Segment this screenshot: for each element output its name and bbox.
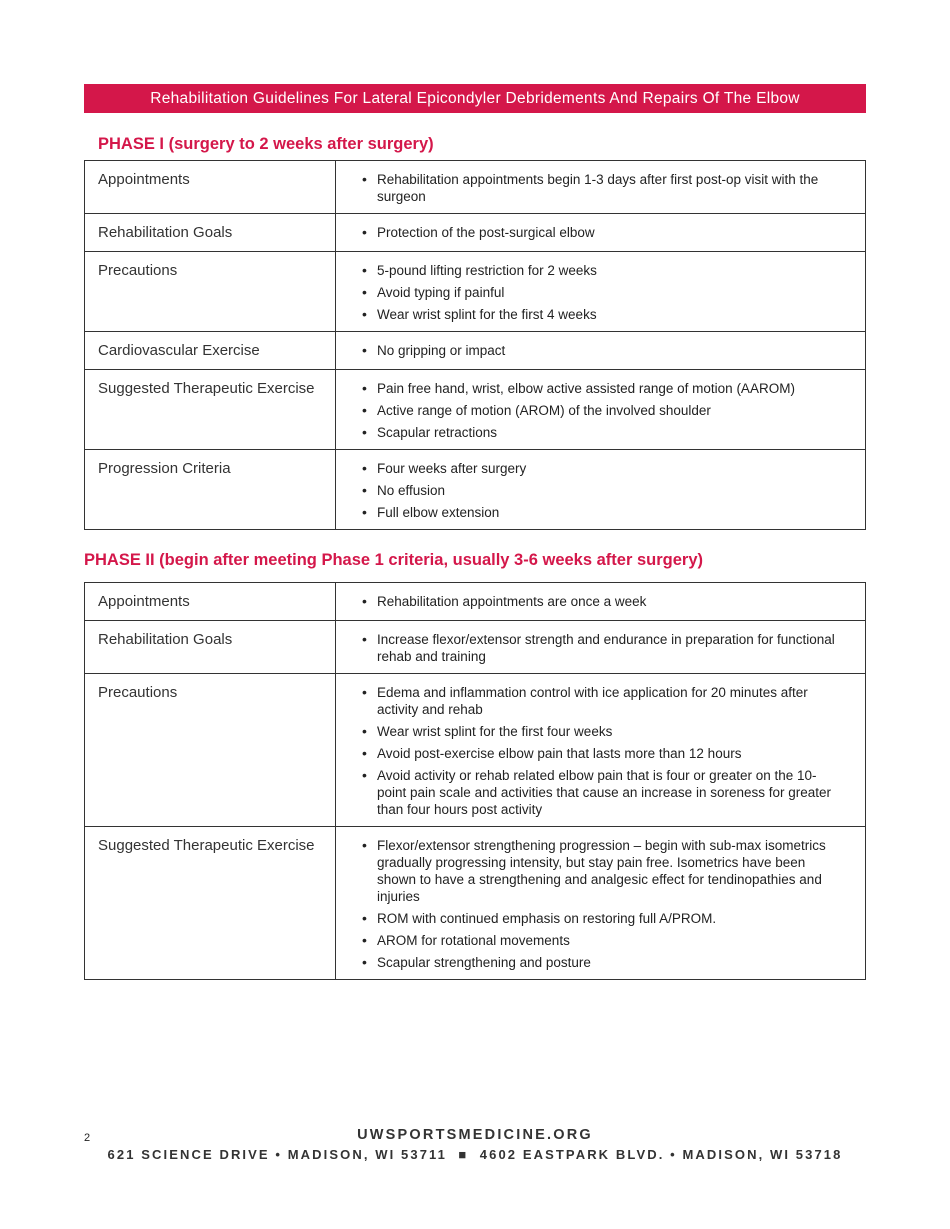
list-item: • Edema and inflammation control with ice application for 20 minutes after activity and rehab (362, 684, 845, 718)
row-label: Appointments (85, 161, 336, 214)
row-items (336, 370, 866, 450)
phase2-title: PHASE II (begin after meeting Phase 1 criteria, usually 3-6 weeks after surgery) (84, 551, 703, 569)
phase1-title: PHASE I (surgery to 2 weeks after surgery) (98, 135, 434, 153)
row-label: Precautions (85, 252, 336, 332)
list-item: • Scapular retractions (362, 424, 845, 441)
document-title: Rehabilitation Guidelines For Lateral Epicondyler Debridements And Repairs Of The Elbow (150, 89, 800, 107)
list-item: • Pain free hand, wrist, elbow active assisted range of motion (AAROM) (362, 380, 845, 397)
bullet-list (362, 593, 845, 610)
row-items (336, 252, 866, 332)
row-items (336, 827, 866, 980)
table-row (85, 450, 866, 530)
row-label: Progression Criteria (85, 450, 336, 530)
list-item: • Rehabilitation appointments begin 1-3 days after first post-op visit with the surgeon (362, 171, 845, 205)
table-row (85, 332, 866, 370)
table-row (85, 583, 866, 621)
page-number: 2 (84, 1132, 91, 1144)
row-items (336, 583, 866, 621)
table-row (85, 621, 866, 674)
list-item: • Avoid activity or rehab related elbow pain that is four or greater on the 10-point pain scale and activities that cause an increase in soreness for greater than four hours post activity (362, 767, 845, 818)
phase2-table (84, 582, 866, 980)
row-items (336, 674, 866, 827)
row-label: Rehabilitation Goals (85, 214, 336, 252)
row-label: Precautions (85, 674, 336, 827)
list-item: • Active range of motion (AROM) of the involved shoulder (362, 402, 845, 419)
footer-website: UWSPORTSMEDICINE.ORG (357, 1127, 593, 1143)
row-items (336, 161, 866, 214)
list-item: • Full elbow extension (362, 504, 845, 521)
list-item: • No gripping or impact (362, 342, 845, 359)
list-item: • AROM for rotational movements (362, 932, 845, 949)
document-header (84, 84, 866, 113)
list-item: • Wear wrist splint for the first four weeks (362, 723, 845, 740)
bullet-list (362, 342, 845, 359)
list-item: • Rehabilitation appointments are once a week (362, 593, 845, 610)
table-row (85, 161, 866, 214)
list-item: • Scapular strengthening and posture (362, 954, 845, 971)
row-label: Appointments (85, 583, 336, 621)
bullet-list (362, 380, 845, 441)
list-item: • Flexor/extensor strengthening progression – begin with sub-max isometrics gradually progressing intensity, but stay pain free. Isometrics have been shown to have a strengthening and analgesic effect for tendinopathies and injuries (362, 837, 845, 905)
list-item: • Wear wrist splint for the first 4 weeks (362, 306, 845, 323)
list-item: • ROM with continued emphasis on restoring full A/PROM. (362, 910, 845, 927)
table-row (85, 827, 866, 980)
phase1-table (84, 160, 866, 530)
bullet-list (362, 262, 845, 323)
bullet-list (362, 837, 845, 971)
row-label: Suggested Therapeutic Exercise (85, 827, 336, 980)
row-items (336, 214, 866, 252)
list-item: • Avoid typing if painful (362, 284, 845, 301)
bullet-list (362, 460, 845, 521)
row-items (336, 621, 866, 674)
list-item: • Protection of the post-surgical elbow (362, 224, 845, 241)
list-item: • 5-pound lifting restriction for 2 weeks (362, 262, 845, 279)
footer-address: 621 SCIENCE DRIVE • MADISON, WI 53711 ■ 4602 EASTPARK BLVD. • MADISON, WI 53718 (107, 1147, 843, 1162)
row-label: Suggested Therapeutic Exercise (85, 370, 336, 450)
table-row (85, 214, 866, 252)
row-label: Rehabilitation Goals (85, 621, 336, 674)
list-item: • Four weeks after surgery (362, 460, 845, 477)
bullet-list (362, 171, 845, 205)
bullet-list (362, 684, 845, 818)
row-items (336, 450, 866, 530)
row-label: Cardiovascular Exercise (85, 332, 336, 370)
bullet-list (362, 631, 845, 665)
list-item: • Increase flexor/extensor strength and endurance in preparation for functional rehab and training (362, 631, 845, 665)
table-row (85, 370, 866, 450)
bullet-list (362, 224, 845, 241)
table-row (85, 674, 866, 827)
row-items (336, 332, 866, 370)
list-item: • Avoid post-exercise elbow pain that lasts more than 12 hours (362, 745, 845, 762)
list-item: • No effusion (362, 482, 845, 499)
table-row (85, 252, 866, 332)
